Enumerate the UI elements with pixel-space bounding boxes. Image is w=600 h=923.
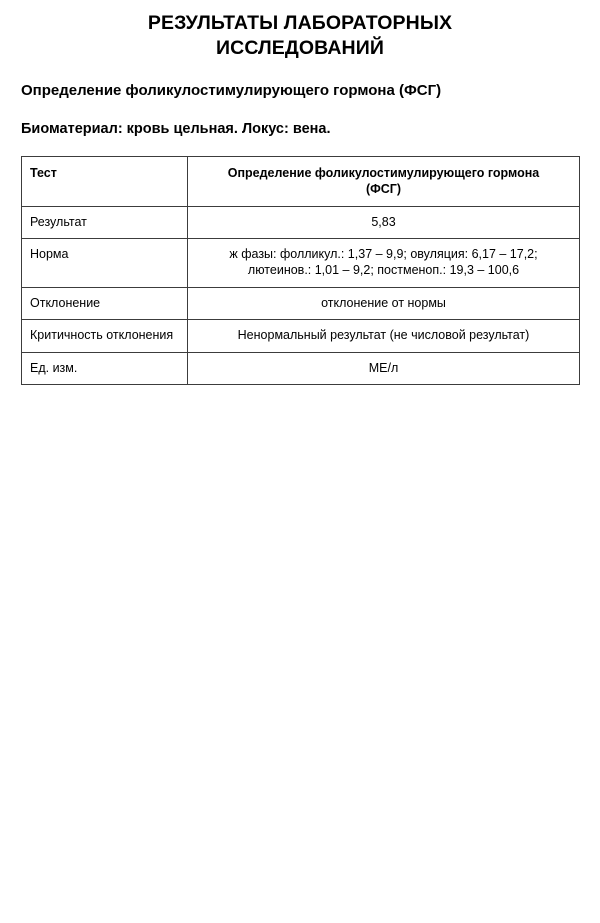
biomaterial-line: Биоматериал: кровь цельная. Локус: вена.: [21, 121, 331, 137]
table-row: [22, 239, 580, 288]
lab-results-table: [21, 156, 580, 385]
header-value-line-2: (ФСГ): [365, 182, 402, 196]
norm-range-line-2: лютеинов.: 1,01 – 9,2; постменоп.: 19,3 – 100,6: [247, 263, 520, 277]
page-title-line-2: ИССЛЕДОВАНИЙ: [216, 37, 384, 59]
row-label-result: Результат: [22, 207, 188, 239]
results-table-container: [0, 139, 600, 385]
row-value-criticality: Ненормальный результат (не числовой результат): [188, 320, 580, 353]
test-subtitle: Определение фоликулостимулирующего гормона (ФСГ): [21, 82, 442, 99]
page-title-line-1: РЕЗУЛЬТАТЫ ЛАБОРАТОРНЫХ: [147, 12, 453, 34]
header-value-line-1: Определение фоликулостимулирующего гормона: [227, 166, 540, 180]
row-value-deviation: отклонение от нормы: [188, 288, 580, 320]
page-title: [0, 0, 600, 61]
table-row: [22, 207, 580, 239]
row-value-result: 5,83: [188, 207, 580, 239]
table-row: [22, 353, 580, 385]
header-value-test-name: [188, 157, 580, 207]
row-label-criticality: Критичность отклонения: [22, 320, 188, 353]
row-value-norm: [188, 239, 580, 288]
norm-range-line-1: ж фазы: фолликул.: 1,37 – 9,9; овуляция: 6,17 – 17,2;: [229, 247, 538, 261]
row-value-unit: МЕ/л: [188, 353, 580, 385]
table-row: [22, 320, 580, 353]
row-label-norm: Норма: [22, 239, 188, 288]
table-row: [22, 288, 580, 320]
row-label-unit: Ед. изм.: [22, 353, 188, 385]
row-label-deviation: Отклонение: [22, 288, 188, 320]
table-header-row: [22, 157, 580, 207]
header-label-test: Тест: [22, 157, 188, 207]
